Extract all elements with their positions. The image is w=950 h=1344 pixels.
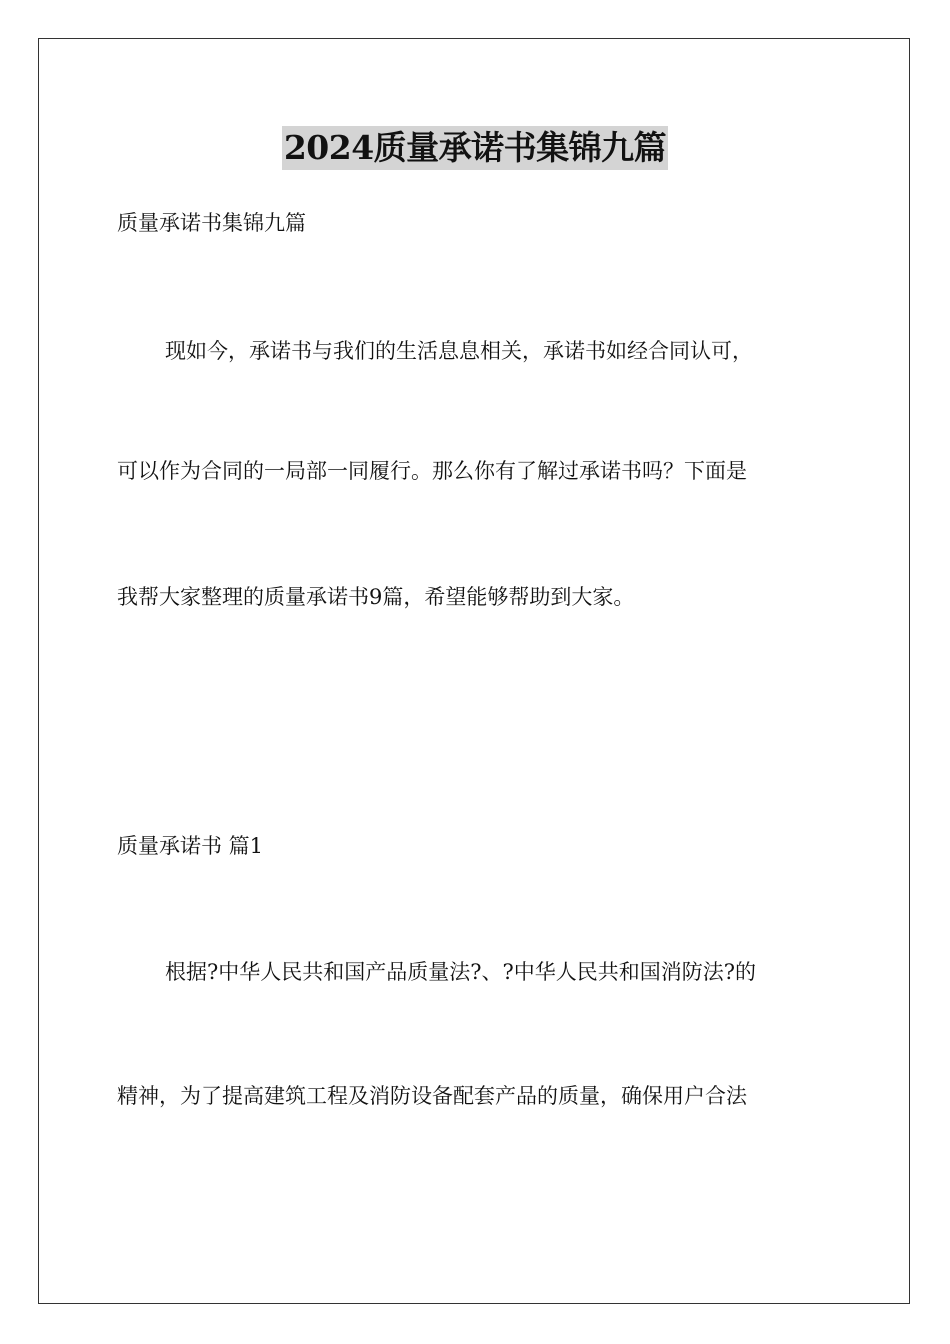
paragraph-line: 精神，为了提高建筑工程及消防设备配套产品的质量，确保用户合法 [117,1084,747,1108]
document-subtitle: 质量承诺书集锦九篇 [117,211,306,235]
paragraph-line: 我帮大家整理的质量承诺书9篇，希望能够帮助到大家。 [117,585,635,609]
section-heading: 质量承诺书 篇1 [117,834,264,858]
paragraph-text: 根据?中华人民共和国产品质量法?、?中华人民共和国消防法?的 [165,960,757,984]
paragraph-line [117,957,833,987]
paragraph-line: 可以作为合同的一局部一同履行。那么你有了解过承诺书吗？下面是 [117,459,747,483]
title-container [0,126,950,170]
paragraph-text: 现如今，承诺书与我们的生活息息相关，承诺书如经合同认可， [165,339,753,363]
document-title: 2024质量承诺书集锦九篇 [282,126,668,170]
paragraph-line [117,336,833,366]
